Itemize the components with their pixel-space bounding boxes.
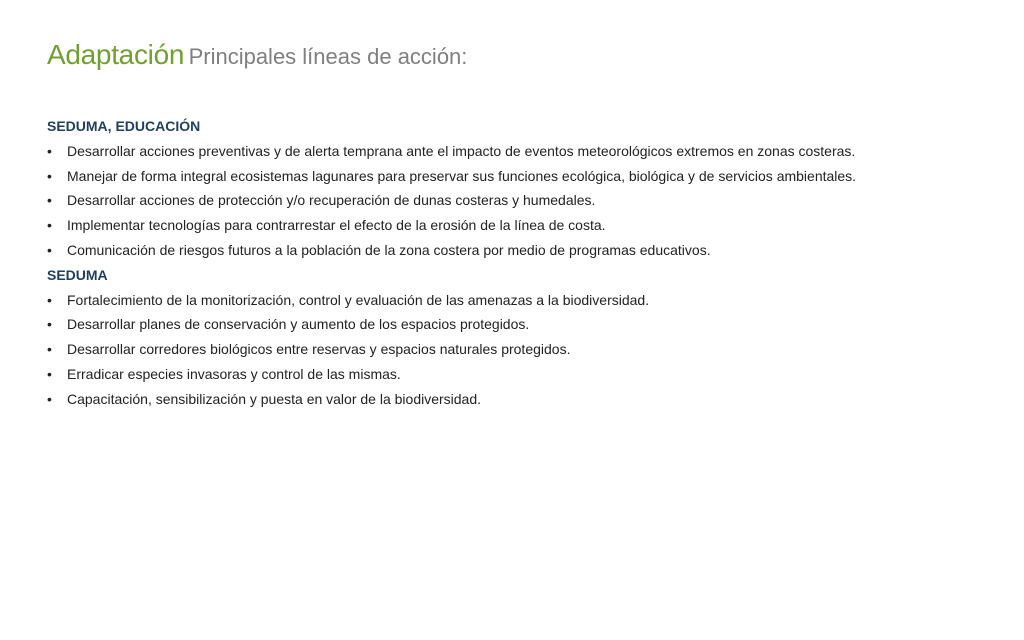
bullet-item — [47, 312, 1007, 337]
bullet-icon: • — [47, 291, 52, 308]
bullet-icon: • — [47, 365, 52, 382]
title-main: Adaptación — [47, 39, 185, 70]
bullet-text: Implementar tecnologías para contrarrestar el efecto de la erosión de la línea de costa. — [67, 217, 606, 234]
bullet-text: Desarrollar planes de conservación y aumento de los espacios protegidos. — [67, 316, 530, 333]
bullet-text: Erradicar especies invasoras y control de las mismas. — [67, 365, 401, 382]
bullet-icon: • — [47, 341, 52, 358]
bullet-text: Desarrollar corredores biológicos entre reservas y espacios naturales protegidos. — [67, 341, 571, 358]
bullet-list — [47, 288, 1007, 412]
bullet-item — [47, 139, 1007, 164]
bullet-text: Desarrollar acciones de protección y/o recuperación de dunas costeras y humedales. — [67, 192, 596, 209]
bullet-text: Capacitación, sensibilización y puesta en valor de la biodiversidad. — [67, 390, 482, 407]
slide-content — [47, 114, 1007, 412]
section-seduma-educacion — [47, 114, 1007, 263]
bullet-icon: • — [47, 390, 52, 407]
bullet-icon: • — [47, 167, 52, 184]
bullet-text: Comunicación de riesgos futuros a la población de la zona costera por medio de programas educativos. — [67, 241, 711, 258]
section-heading: SEDUMA — [47, 266, 108, 283]
section-heading: SEDUMA, EDUCACIÓN — [47, 118, 201, 134]
title-subtitle: Principales líneas de acción: — [188, 44, 468, 69]
bullet-item — [47, 164, 1007, 189]
bullet-icon: • — [47, 142, 52, 159]
bullet-text: Fortalecimiento de la monitorización, control y evaluación de las amenazas a la biodiversidad. — [67, 291, 650, 308]
bullet-icon: • — [47, 217, 52, 234]
bullet-item — [47, 337, 1007, 362]
section-seduma — [47, 263, 1007, 412]
bullet-icon: • — [47, 241, 52, 258]
bullet-text: Manejar de forma integral ecosistemas lagunares para preservar sus funciones ecológica, biológica y de servicios ambientales. — [67, 167, 857, 184]
bullet-item — [47, 213, 1007, 238]
bullet-item — [47, 238, 1007, 263]
slide-title — [47, 38, 467, 72]
bullet-item — [47, 288, 1007, 313]
bullet-item — [47, 387, 1007, 412]
bullet-icon: • — [47, 316, 52, 333]
bullet-item — [47, 188, 1007, 213]
bullet-item — [47, 362, 1007, 387]
bullet-icon: • — [47, 192, 52, 209]
bullet-list — [47, 139, 1007, 263]
bullet-text: Desarrollar acciones preventivas y de alerta temprana ante el impacto de eventos meteorológicos extremos en zonas costeras. — [67, 142, 856, 159]
